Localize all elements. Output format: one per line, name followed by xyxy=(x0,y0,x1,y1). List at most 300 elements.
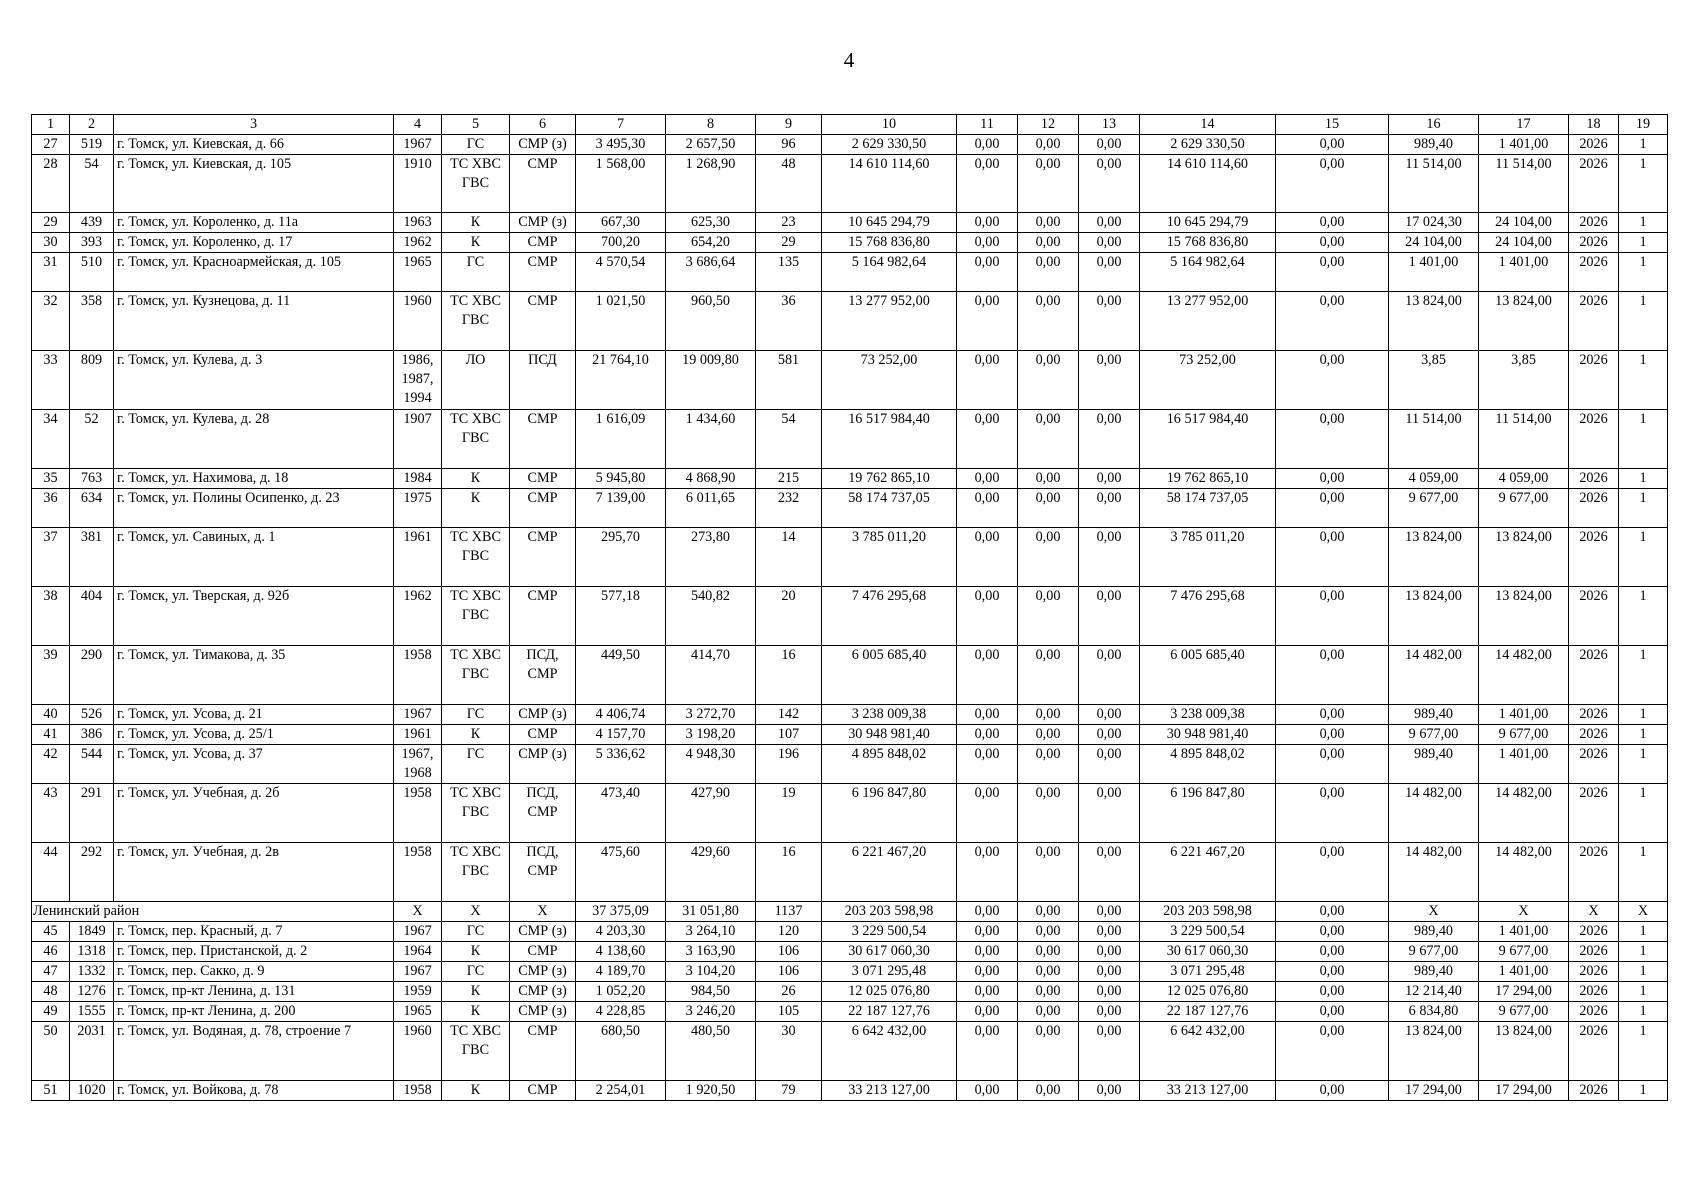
table-cell: ТС ХВС ГВС xyxy=(442,646,510,705)
table-cell: 0,00 xyxy=(1276,705,1389,725)
table-cell: 34 xyxy=(32,410,70,469)
table-cell: ГС xyxy=(442,745,510,784)
table-cell: 1 568,00 xyxy=(576,155,666,213)
table-cell: СМР xyxy=(510,1081,576,1101)
table-cell: 0,00 xyxy=(1276,1002,1389,1022)
table-cell: г. Томск, ул. Усова, д. 21 xyxy=(114,705,394,725)
table-cell: 42 xyxy=(32,745,70,784)
table-cell: 1959 xyxy=(394,982,442,1002)
table-cell: 1 401,00 xyxy=(1479,253,1569,292)
column-number: 3 xyxy=(114,115,394,135)
housing-registry-table xyxy=(31,114,1668,1101)
table-cell: 20 xyxy=(756,587,822,646)
table-cell: К xyxy=(442,725,510,745)
table-cell: 2026 xyxy=(1569,705,1619,725)
table-row xyxy=(32,1081,1668,1101)
table-cell: 36 xyxy=(756,292,822,351)
table-cell: К xyxy=(442,489,510,528)
table-cell: 1 xyxy=(1619,745,1668,784)
table-cell: г. Томск, пер. Сакко, д. 9 xyxy=(114,962,394,982)
table-cell: 203 203 598,98 xyxy=(822,902,957,922)
table-cell: 0,00 xyxy=(1018,528,1079,587)
table-cell: 1965 xyxy=(394,1002,442,1022)
table-cell: 22 187 127,76 xyxy=(1140,1002,1276,1022)
table-cell: 58 174 737,05 xyxy=(822,489,957,528)
table-cell: 634 xyxy=(70,489,114,528)
table-cell: 960,50 xyxy=(666,292,756,351)
table-cell: г. Томск, ул. Усова, д. 37 xyxy=(114,745,394,784)
table-cell: 13 824,00 xyxy=(1479,587,1569,646)
table-row xyxy=(32,410,1668,469)
table-cell: 30 948 981,40 xyxy=(1140,725,1276,745)
table-cell: 1 xyxy=(1619,646,1668,705)
table-cell: 1 xyxy=(1619,528,1668,587)
table-cell: 0,00 xyxy=(1018,843,1079,902)
table-cell: 290 xyxy=(70,646,114,705)
page-number: 4 xyxy=(843,48,855,72)
table-cell: 0,00 xyxy=(1079,646,1140,705)
table-cell: 29 xyxy=(756,233,822,253)
table-cell: 2026 xyxy=(1569,982,1619,1002)
table-cell: 0,00 xyxy=(1276,213,1389,233)
table-cell: 763 xyxy=(70,469,114,489)
table-cell: 0,00 xyxy=(1018,705,1079,725)
table-cell: 3 686,64 xyxy=(666,253,756,292)
table-cell: 14 610 114,60 xyxy=(822,155,957,213)
table-cell: 2026 xyxy=(1569,213,1619,233)
table-cell: 1 xyxy=(1619,135,1668,155)
table-cell: 809 xyxy=(70,351,114,410)
table-cell: 4 059,00 xyxy=(1479,469,1569,489)
table-cell: 2026 xyxy=(1569,745,1619,784)
table-cell: 203 203 598,98 xyxy=(1140,902,1276,922)
table-cell: 2026 xyxy=(1569,292,1619,351)
table-cell: 48 xyxy=(32,982,70,1002)
table-cell: 0,00 xyxy=(957,155,1018,213)
table-cell: 0,00 xyxy=(1018,1081,1079,1101)
table-cell: 0,00 xyxy=(957,587,1018,646)
table-cell: 273,80 xyxy=(666,528,756,587)
table-cell: 9 677,00 xyxy=(1389,489,1479,528)
table-cell: 381 xyxy=(70,528,114,587)
table-cell: X xyxy=(1479,902,1569,922)
table-cell: ПСД, СМР xyxy=(510,784,576,843)
table-cell: 2026 xyxy=(1569,942,1619,962)
column-number: 11 xyxy=(957,115,1018,135)
table-cell: 106 xyxy=(756,962,822,982)
table-cell: 215 xyxy=(756,469,822,489)
table-cell: 7 139,00 xyxy=(576,489,666,528)
table-cell: 47 xyxy=(32,962,70,982)
table-cell: 0,00 xyxy=(957,1002,1018,1022)
table-cell: 0,00 xyxy=(957,646,1018,705)
table-cell: 0,00 xyxy=(957,351,1018,410)
table-cell: 1958 xyxy=(394,1081,442,1101)
table-cell: СМР xyxy=(510,469,576,489)
table-cell: 9 677,00 xyxy=(1479,1002,1569,1022)
table-cell: 1958 xyxy=(394,646,442,705)
table-cell: 1 401,00 xyxy=(1479,135,1569,155)
table-cell: 989,40 xyxy=(1389,962,1479,982)
table-cell: 4 868,90 xyxy=(666,469,756,489)
table-cell: 23 xyxy=(756,213,822,233)
table-cell: 10 645 294,79 xyxy=(822,213,957,233)
table-cell: г. Томск, ул. Учебная, д. 2в xyxy=(114,843,394,902)
table-cell: 1962 xyxy=(394,587,442,646)
table-cell: 1 xyxy=(1619,922,1668,942)
table-cell: 0,00 xyxy=(957,725,1018,745)
table-cell: 5 945,80 xyxy=(576,469,666,489)
table-cell: 1 401,00 xyxy=(1479,962,1569,982)
table-cell: 10 645 294,79 xyxy=(1140,213,1276,233)
table-cell: 6 196 847,80 xyxy=(822,784,957,843)
table-cell: 0,00 xyxy=(957,784,1018,843)
table-row xyxy=(32,213,1668,233)
table-cell: СМР xyxy=(510,489,576,528)
column-number: 15 xyxy=(1276,115,1389,135)
table-row xyxy=(32,784,1668,843)
table-cell: ГС xyxy=(442,962,510,982)
table-cell: 0,00 xyxy=(957,902,1018,922)
table-cell: 30 xyxy=(756,1022,822,1081)
table-row xyxy=(32,962,1668,982)
table-cell: 2031 xyxy=(70,1022,114,1081)
table-cell: К xyxy=(442,233,510,253)
table-cell: X xyxy=(1389,902,1479,922)
table-cell: 54 xyxy=(70,155,114,213)
table-cell: 2026 xyxy=(1569,155,1619,213)
table-cell: 0,00 xyxy=(1018,646,1079,705)
column-number: 17 xyxy=(1479,115,1569,135)
table-cell: г. Томск, ул. Войкова, д. 78 xyxy=(114,1081,394,1101)
table-cell: 1 xyxy=(1619,962,1668,982)
column-number-row xyxy=(32,115,1668,135)
table-cell: 0,00 xyxy=(1018,1022,1079,1081)
table-cell: 36 xyxy=(32,489,70,528)
table-row xyxy=(32,253,1668,292)
table-cell: 19 xyxy=(756,784,822,843)
table-cell: 3,85 xyxy=(1389,351,1479,410)
table-cell: 0,00 xyxy=(1079,135,1140,155)
table-cell: ПСД xyxy=(510,351,576,410)
table-cell: 6 011,65 xyxy=(666,489,756,528)
table-cell: К xyxy=(442,1002,510,1022)
table-cell: 0,00 xyxy=(1079,843,1140,902)
table-cell: 120 xyxy=(756,922,822,942)
table-cell: 6 005 685,40 xyxy=(1140,646,1276,705)
table-cell: 0,00 xyxy=(1018,155,1079,213)
column-number: 9 xyxy=(756,115,822,135)
table-cell: 31 xyxy=(32,253,70,292)
table-cell: СМР xyxy=(510,253,576,292)
table-cell: 0,00 xyxy=(1276,489,1389,528)
table-cell: 1 xyxy=(1619,942,1668,962)
table-cell: 1975 xyxy=(394,489,442,528)
table-cell: 0,00 xyxy=(1018,135,1079,155)
table-cell: ТС ХВС ГВС xyxy=(442,587,510,646)
table-cell: 1 xyxy=(1619,351,1668,410)
table-cell: 0,00 xyxy=(1276,351,1389,410)
table-cell: 39 xyxy=(32,646,70,705)
table-cell: 0,00 xyxy=(957,982,1018,1002)
table-row xyxy=(32,646,1668,705)
table-cell: 519 xyxy=(70,135,114,155)
table-cell: 1 xyxy=(1619,784,1668,843)
table-cell: 45 xyxy=(32,922,70,942)
table-row xyxy=(32,528,1668,587)
table-cell: СМР (з) xyxy=(510,1002,576,1022)
table-cell: г. Томск, пер. Красный, д. 7 xyxy=(114,922,394,942)
table-cell: ГС xyxy=(442,135,510,155)
table-cell: 0,00 xyxy=(1276,587,1389,646)
table-row xyxy=(32,292,1668,351)
table-cell: X xyxy=(394,902,442,922)
table-cell: 1 xyxy=(1619,155,1668,213)
table-cell: СМР xyxy=(510,233,576,253)
table-cell: 6 834,80 xyxy=(1389,1002,1479,1022)
table-cell: 2 254,01 xyxy=(576,1081,666,1101)
table-cell: ГС xyxy=(442,705,510,725)
table-cell: 0,00 xyxy=(1079,213,1140,233)
table-cell: 1967 xyxy=(394,135,442,155)
table-cell: 6 642 432,00 xyxy=(822,1022,957,1081)
table-cell: СМР xyxy=(510,942,576,962)
table-cell: 9 677,00 xyxy=(1389,725,1479,745)
table-cell: 3 272,70 xyxy=(666,705,756,725)
table-cell: СМР (з) xyxy=(510,705,576,725)
table-cell: г. Томск, ул. Киевская, д. 66 xyxy=(114,135,394,155)
table-cell: 0,00 xyxy=(1018,292,1079,351)
table-cell: 1 401,00 xyxy=(1389,253,1479,292)
table-cell: 196 xyxy=(756,745,822,784)
table-cell: 0,00 xyxy=(1079,922,1140,942)
table-cell: 4 059,00 xyxy=(1389,469,1479,489)
table-cell: 24 104,00 xyxy=(1479,213,1569,233)
table-cell: 0,00 xyxy=(1018,469,1079,489)
table-cell: г. Томск, пр-кт Ленина, д. 200 xyxy=(114,1002,394,1022)
table-cell: К xyxy=(442,213,510,233)
table-cell: СМР (з) xyxy=(510,982,576,1002)
table-cell: 1 xyxy=(1619,1002,1668,1022)
table-cell: 24 104,00 xyxy=(1389,233,1479,253)
district-name: Ленинский район xyxy=(32,902,394,922)
table-cell: 3 071 295,48 xyxy=(822,962,957,982)
table-cell: 30 xyxy=(32,233,70,253)
table-cell: 0,00 xyxy=(957,135,1018,155)
table-cell: 0,00 xyxy=(1276,942,1389,962)
table-cell: 29 xyxy=(32,213,70,233)
table-cell: 0,00 xyxy=(1079,725,1140,745)
table-cell: К xyxy=(442,1081,510,1101)
table-cell: 1137 xyxy=(756,902,822,922)
table-cell: 0,00 xyxy=(957,1022,1018,1081)
table-row xyxy=(32,725,1668,745)
column-number: 16 xyxy=(1389,115,1479,135)
table-cell: 5 164 982,64 xyxy=(822,253,957,292)
table-cell: 142 xyxy=(756,705,822,725)
table-cell: 31 051,80 xyxy=(666,902,756,922)
table-row xyxy=(32,135,1668,155)
table-cell: 1 434,60 xyxy=(666,410,756,469)
table-cell: 3 229 500,54 xyxy=(822,922,957,942)
table-cell: 33 213 127,00 xyxy=(822,1081,957,1101)
table-cell: г. Томск, ул. Полины Осипенко, д. 23 xyxy=(114,489,394,528)
table-cell: 2026 xyxy=(1569,725,1619,745)
table-cell: г. Томск, ул. Усова, д. 25/1 xyxy=(114,725,394,745)
table-cell: г. Томск, пр-кт Ленина, д. 131 xyxy=(114,982,394,1002)
table-row xyxy=(32,922,1668,942)
table-cell: 581 xyxy=(756,351,822,410)
table-cell: СМР (з) xyxy=(510,135,576,155)
table-cell: 0,00 xyxy=(957,962,1018,982)
table-cell: 0,00 xyxy=(1018,725,1079,745)
table-cell: 654,20 xyxy=(666,233,756,253)
table-cell: 0,00 xyxy=(1276,253,1389,292)
table-cell: 40 xyxy=(32,705,70,725)
table-cell: 0,00 xyxy=(1018,351,1079,410)
table-cell: К xyxy=(442,469,510,489)
table-cell: 30 617 060,30 xyxy=(1140,942,1276,962)
table-cell: 0,00 xyxy=(957,942,1018,962)
table-cell: К xyxy=(442,982,510,1002)
table-cell: 2026 xyxy=(1569,351,1619,410)
table-cell: 13 824,00 xyxy=(1389,292,1479,351)
table-cell: 386 xyxy=(70,725,114,745)
table-cell: 1967 xyxy=(394,705,442,725)
district-subtotal-row xyxy=(32,902,1668,922)
table-cell: 0,00 xyxy=(1276,233,1389,253)
table-cell: ТС ХВС ГВС xyxy=(442,528,510,587)
table-cell: 1962 xyxy=(394,233,442,253)
table-cell: 14 610 114,60 xyxy=(1140,155,1276,213)
table-cell: 1 xyxy=(1619,1081,1668,1101)
table-cell: 0,00 xyxy=(1276,725,1389,745)
table-cell: 49 xyxy=(32,1002,70,1022)
table-cell: 0,00 xyxy=(1276,902,1389,922)
table-cell: 12 214,40 xyxy=(1389,982,1479,1002)
table-cell: 3 785 011,20 xyxy=(1140,528,1276,587)
table-cell: СМР xyxy=(510,587,576,646)
table-cell: СМР xyxy=(510,528,576,587)
table-cell: 984,50 xyxy=(666,982,756,1002)
table-row xyxy=(32,155,1668,213)
table-cell: 1960 xyxy=(394,292,442,351)
table-cell: 41 xyxy=(32,725,70,745)
table-cell: 0,00 xyxy=(957,1081,1018,1101)
table-cell: 0,00 xyxy=(1018,784,1079,843)
table-cell: 0,00 xyxy=(957,705,1018,725)
table-cell: 3 238 009,38 xyxy=(822,705,957,725)
table-cell: 0,00 xyxy=(1276,292,1389,351)
table-cell: 577,18 xyxy=(576,587,666,646)
column-number: 7 xyxy=(576,115,666,135)
table-cell: 0,00 xyxy=(1079,705,1140,725)
table-cell: 11 514,00 xyxy=(1389,410,1479,469)
table-cell: 3 495,30 xyxy=(576,135,666,155)
table-cell: 4 406,74 xyxy=(576,705,666,725)
table-cell: 14 482,00 xyxy=(1479,646,1569,705)
column-number: 13 xyxy=(1079,115,1140,135)
table-cell: 449,50 xyxy=(576,646,666,705)
table-cell: г. Томск, ул. Красноармейская, д. 105 xyxy=(114,253,394,292)
table-cell: 3 238 009,38 xyxy=(1140,705,1276,725)
table-cell: 2 657,50 xyxy=(666,135,756,155)
table-cell: 0,00 xyxy=(1018,233,1079,253)
table-cell: 4 203,30 xyxy=(576,922,666,942)
table-cell: 0,00 xyxy=(1276,1022,1389,1081)
table-cell: 1 xyxy=(1619,982,1668,1002)
table-cell: 0,00 xyxy=(957,843,1018,902)
table-cell: 0,00 xyxy=(957,489,1018,528)
table-cell: 0,00 xyxy=(1018,942,1079,962)
table-cell: 0,00 xyxy=(1079,1002,1140,1022)
table-cell: 0,00 xyxy=(1079,784,1140,843)
table-cell: 3 229 500,54 xyxy=(1140,922,1276,942)
table-cell: СМР (з) xyxy=(510,745,576,784)
table-cell: 1 xyxy=(1619,469,1668,489)
table-cell: 1965 xyxy=(394,253,442,292)
table-cell: СМР xyxy=(510,1022,576,1081)
table-cell: 79 xyxy=(756,1081,822,1101)
table-cell: г. Томск, ул. Тверская, д. 92б xyxy=(114,587,394,646)
table-cell: 0,00 xyxy=(1276,155,1389,213)
table-cell: 30 948 981,40 xyxy=(822,725,957,745)
table-cell: 0,00 xyxy=(1079,489,1140,528)
table-cell: 28 xyxy=(32,155,70,213)
table-cell: ГС xyxy=(442,922,510,942)
table-cell: 12 025 076,80 xyxy=(1140,982,1276,1002)
table-row xyxy=(32,587,1668,646)
table-cell: 2026 xyxy=(1569,587,1619,646)
table-cell: 13 277 952,00 xyxy=(1140,292,1276,351)
table-cell: 0,00 xyxy=(1018,922,1079,942)
table-cell: ТС ХВС ГВС xyxy=(442,843,510,902)
table-cell: 1961 xyxy=(394,528,442,587)
table-row xyxy=(32,982,1668,1002)
table-cell: 0,00 xyxy=(957,528,1018,587)
table-cell: ЛО xyxy=(442,351,510,410)
table-cell: 700,20 xyxy=(576,233,666,253)
table-cell: 1 xyxy=(1619,292,1668,351)
table-cell: 13 824,00 xyxy=(1389,528,1479,587)
table-cell: 27 xyxy=(32,135,70,155)
table-cell: 1 052,20 xyxy=(576,982,666,1002)
table-cell: 1 xyxy=(1619,843,1668,902)
table-cell: 0,00 xyxy=(1079,745,1140,784)
table-cell: 14 xyxy=(756,528,822,587)
table-cell: 14 482,00 xyxy=(1389,784,1479,843)
table-cell: 1958 xyxy=(394,843,442,902)
table-cell: 480,50 xyxy=(666,1022,756,1081)
column-number: 19 xyxy=(1619,115,1668,135)
table-cell: 2026 xyxy=(1569,489,1619,528)
table-cell: 19 009,80 xyxy=(666,351,756,410)
table-cell: 16 517 984,40 xyxy=(822,410,957,469)
table-cell: г. Томск, ул. Киевская, д. 105 xyxy=(114,155,394,213)
table-cell: 232 xyxy=(756,489,822,528)
column-number: 8 xyxy=(666,115,756,135)
table-cell: 473,40 xyxy=(576,784,666,843)
table-cell: 2026 xyxy=(1569,843,1619,902)
table-cell: г. Томск, ул. Нахимова, д. 18 xyxy=(114,469,394,489)
table-cell: 292 xyxy=(70,843,114,902)
table-row xyxy=(32,351,1668,410)
table-cell: 0,00 xyxy=(957,233,1018,253)
table-cell: 3 071 295,48 xyxy=(1140,962,1276,982)
table-cell: 1967, 1968 xyxy=(394,745,442,784)
table-cell: 26 xyxy=(756,982,822,1002)
table-cell: 526 xyxy=(70,705,114,725)
